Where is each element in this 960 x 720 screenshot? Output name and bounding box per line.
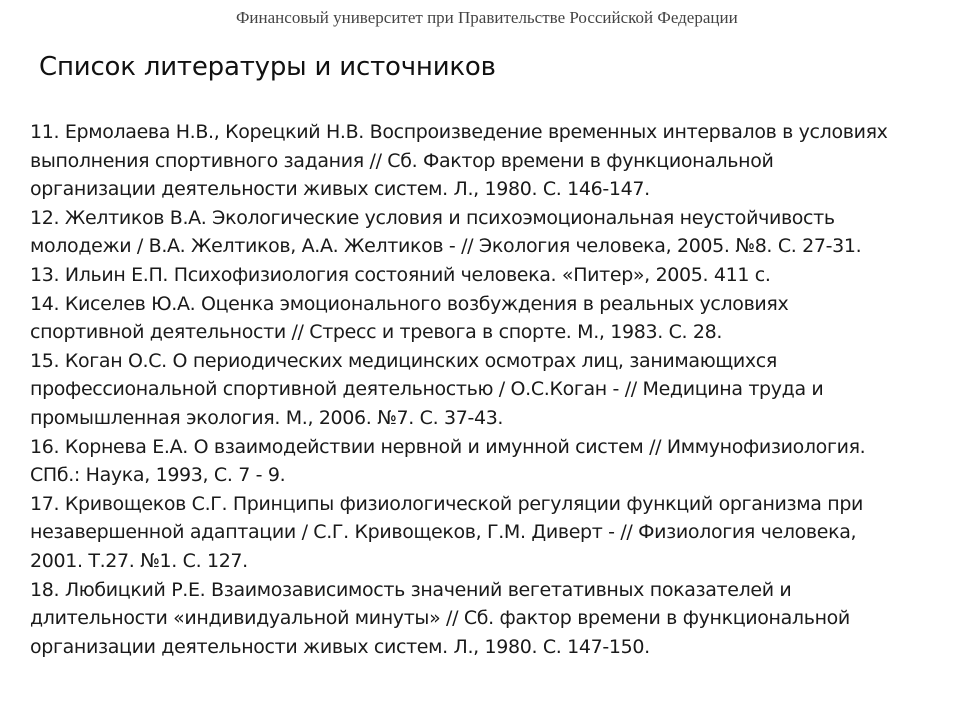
reference-line: 13. Ильин Е.П. Психофизиология состояний человека. «Питер», 2005. 411 с. <box>30 263 771 286</box>
reference-item <box>30 433 930 490</box>
reference-list <box>30 118 930 661</box>
reference-line: 11. Ермолаева Н.В., Корецкий Н.В. Воспроизведение временных интервалов в условиях <box>30 121 888 143</box>
reference-line: незавершенной адаптации / С.Г. Кривощеков, Г.М. Диверт - // Физиология человека, <box>30 521 857 544</box>
reference-item <box>30 490 930 576</box>
reference-line: 17. Кривощеков С.Г. Принципы физиологической регуляции функций организма при <box>30 492 864 515</box>
page-title: Список литературы и источников <box>39 52 496 82</box>
reference-line: выполнения спортивного задания // Сб. Фактор времени в функциональной <box>30 149 774 172</box>
reference-line: 16. Корнева Е.А. О взаимодействии нервной и имунной систем // Иммунофизиология. <box>30 435 866 458</box>
reference-item <box>30 347 930 433</box>
reference-item <box>30 118 930 204</box>
reference-item <box>30 290 930 347</box>
reference-line: промышленная экология. М., 2006. №7. С. 37-43. <box>30 406 504 429</box>
reference-item <box>30 261 930 290</box>
reference-line: 18. Любицкий Р.Е. Взаимозависимость значений вегетативных показателей и <box>30 578 792 601</box>
reference-line: профессиональной спортивной деятельностью / О.С.Коган - // Медицина труда и <box>30 378 824 401</box>
reference-line: спортивной деятельности // Стресс и тревога в спорте. М., 1983. С. 28. <box>30 321 723 344</box>
reference-line: молодежи / В.А. Желтиков, А.А. Желтиков - // Экология человека, 2005. №8. С. 27-31. <box>30 235 862 258</box>
reference-line: СПб.: Наука, 1993, С. 7 - 9. <box>30 464 286 487</box>
reference-line: организации деятельности живых систем. Л., 1980. С. 147-150. <box>30 635 650 658</box>
reference-item <box>30 204 930 261</box>
reference-item <box>30 576 930 662</box>
reference-line: организации деятельности живых систем. Л., 1980. С. 146-147. <box>30 178 650 201</box>
reference-line: 2001. Т.27. №1. С. 127. <box>30 549 248 572</box>
institution-header: Финансовый университет при Правительстве Российской Федерации <box>236 8 738 27</box>
reference-line: 14. Киселев Ю.А. Оценка эмоционального возбуждения в реальных условиях <box>30 292 789 315</box>
reference-line: длительности «индивидуальной минуты» // Сб. фактор времени в функциональной <box>30 607 850 630</box>
reference-line: 15. Коган О.С. О периодических медицинских осмотрах лиц, занимающихся <box>30 349 777 372</box>
reference-line: 12. Желтиков В.А. Экологические условия и психоэмоциональная неустойчивость <box>30 206 835 229</box>
